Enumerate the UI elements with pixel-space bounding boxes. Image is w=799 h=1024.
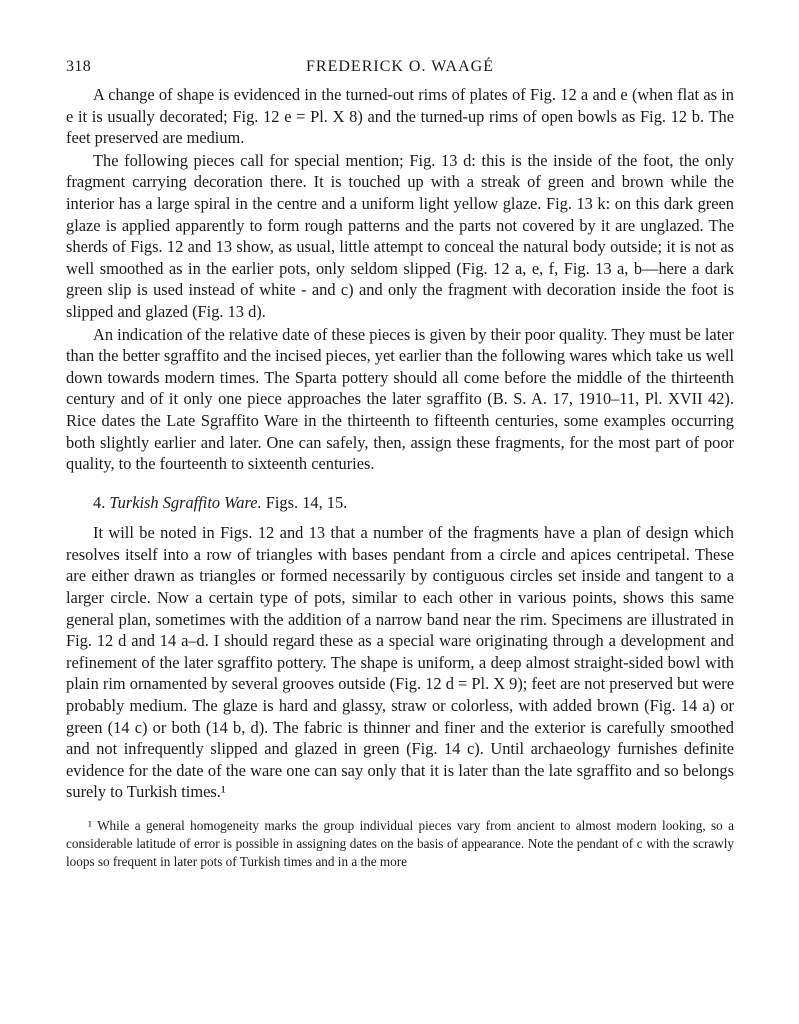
paragraph-special-mention: The following pieces call for special mention; Fig. 13 d: this is the inside of the foot, the only fragment carrying decoration there. It is touched up with a streak of green and brown while the interior has a large spiral in the centre and a uniform light yellow glaze. Fig. 13 k: on this dark green glaze is applied apparently to form rough patterns and the parts not covered by it are unglazed. The sherds of Figs. 12 and 13 show, as usual, little attempt to conceal the natural body outside; it is not as well smoothed as in the earlier pots, only seldom slipped (Fig. 12 a, e, f, Fig. 13 a, b—here a dark green slip is used instead of white - and c) and only the fragment with decoration inside the foot is slipped and glazed (Fig. 13 d). [66,150,734,321]
page-header [66,58,734,84]
page-number: 318 [66,58,92,75]
section-title: Turkish Sgraffito Ware. [109,492,262,512]
footnote: ¹ While a general homogeneity marks the group individual pieces vary from ancient to almost modern looking, so a considerable latitude of error is possible in assigning dates on the basis of appearance. Note the pendant of c with the scrawly loops so frequent in later pots of Turkish times and in a the more [66,818,734,870]
section-number: 4. [93,492,106,512]
running-head: FREDERICK O. WAAGÉ [306,58,494,75]
section-figures: Figs. 14, 15. [265,492,348,512]
paragraph-relative-date: An indication of the relative date of these pieces is given by their poor quality. They must be later than the better sgraffito and the incised pieces, yet earlier than the following wares which take us well down towards modern times. The Sparta pottery should all come before the middle of the thirteenth century and of it only one piece approaches the later sgraffito (B. S. A. 17, 1910–11, Pl. XVII 42). Rice dates the Late Sgraffito Ware in the thirteenth to fifteenth centuries, some examples occurring both slightly earlier and later. One can safely, then, assign these fragments, for the most part of poor quality, to the fourteenth to sixteenth centuries. [66,324,734,474]
section-heading [93,492,734,514]
paragraph-shape-change: A change of shape is evidenced in the turned-out rims of plates of Fig. 12 a and e (when flat as in e it is usually decorated; Fig. 12 e = Pl. X 8) and the turned-up rims of open bowls as Fig. 12 b. The feet preserved are medium. [66,85,734,148]
paragraph-turkish-sgraffito: It will be noted in Figs. 12 and 13 that a number of the fragments have a plan of design which resolves itself into a row of triangles with bases pendant from a circle and apices centripetal. These are either drawn as triangles or formed necessarily by contiguous circles set inside and tangent to a larger circle. Now a certain type of pots, similar to each other in various points, shows this same general plan, sometimes with the addition of a narrow band near the rim. Specimens are illustrated in Fig. 12 d and 14 a–d. I should regard these as a special ware originating through a development and refinement of the later sgraffito pottery. The shape is uniform, a deep almost straight-sided bowl with plain rim ornamented by several grooves outside (Fig. 12 d = Pl. X 9); feet are not preserved but were probably medium. The glaze is hard and glassy, straw or colorless, with added brown (Fig. 14 a) or green (14 c) or both (14 b, d). The fabric is thinner and finer and the exterior is carefully smoothed and not infrequently slipped and glazed in green (Fig. 14 c). Until archaeology furnishes definite evidence for the date of the ware one can say only that it is later than the late sgraffito and so belongs surely to Turkish times.¹ [66,523,734,802]
footnote-separator [66,803,734,817]
page [66,58,734,872]
